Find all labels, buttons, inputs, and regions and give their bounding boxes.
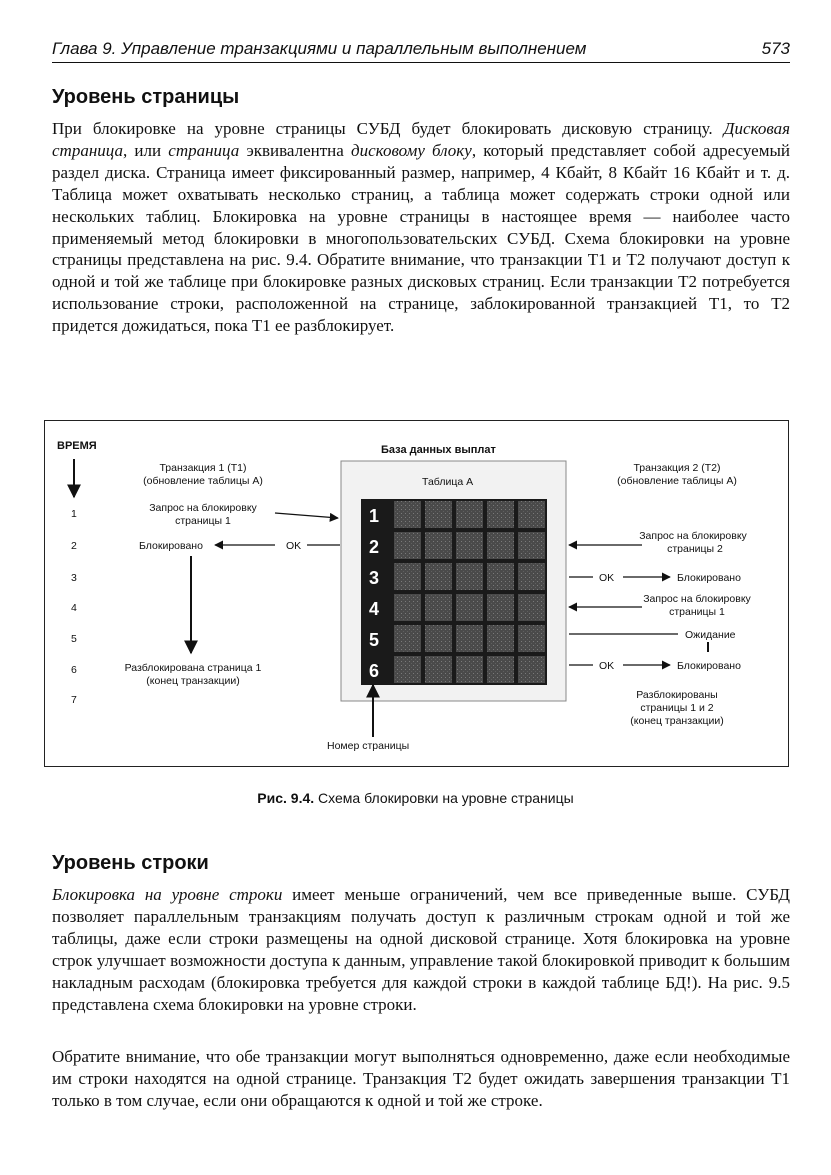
page-number-cell: 4 [369, 599, 380, 619]
table-cell [425, 625, 452, 652]
table-cell [487, 563, 514, 590]
running-header [52, 38, 790, 63]
section-heading-page-level: Уровень страницы [52, 86, 240, 108]
t1-unlock-2: (конец транзакции) [146, 675, 240, 687]
paragraph-page-level: При блокировке на уровне страницы СУБД будет блокировать дисковую страницу. Дисковая страница, или страница эквивалентна дисковому блоку, который представляет собой адресуемый раздел диска. Страница имеет фиксированный размер, например, 4 Кбайт, 8 Кбайт 16 Кбайт и т. д. Таблица может охватывать несколько страниц, а таблица может содержать строки одной или нескольких таблиц. Блокировка на уровне страницы в настоящее время — наиболее часто применяемый метод блокировки в многопользовательских СУБД. Схема блокировки на уровне страницы представлена на рис. 9.4. Обратите внимание, что транзакции T1 и T2 получают доступ к одной и той же таблице при блокировке разных дисковых страниц. Если транзакции T2 потребуется использование строки, расположенной на странице, заблокированной транзакцией T1, то T2 придется дожидаться, пока T1 ее разблокирует. [52, 119, 790, 336]
t1-request-2: страницы 1 [175, 515, 231, 527]
figure-caption [0, 790, 831, 806]
t2-locked1: Блокировано [677, 572, 741, 584]
time-tick: 1 [71, 508, 77, 520]
table-cell [487, 594, 514, 621]
t2-wait: Ожидание [685, 629, 736, 641]
t2-request1-2: страницы 1 [669, 606, 725, 618]
table-cell [425, 563, 452, 590]
t1-request-arrow [275, 513, 338, 518]
t2-unlock-2: страницы 1 и 2 [640, 702, 714, 714]
table-cell [425, 594, 452, 621]
table-cell [487, 532, 514, 559]
table-cell [456, 594, 483, 621]
table-cell [456, 563, 483, 590]
table-title: Таблица A [422, 476, 474, 488]
table-cell [394, 501, 421, 528]
table-cell [518, 501, 545, 528]
time-ticks [71, 508, 77, 706]
t1-request-1: Запрос на блокировку [149, 502, 257, 514]
term-disk-page: Дисковая страница [52, 119, 790, 160]
time-tick: 6 [71, 664, 77, 676]
table-grid [361, 499, 547, 685]
t2-request2-2: страницы 2 [667, 543, 723, 555]
table-cell [456, 656, 483, 683]
time-tick: 3 [71, 572, 77, 584]
table-cell [394, 594, 421, 621]
table-cell [425, 532, 452, 559]
table-cell [518, 594, 545, 621]
paragraph-row-level-1: Блокировка на уровне строки имеет меньше ограничений, чем все приведенные выше. СУБД позволяет параллельным транзакциям получать доступ к различным строкам одной и той же таблицы, даже если строки размещены на одной дисковой странице. Хотя блокировка на уровне строк улучшает возможности доступа к данным, управление такой блокировкой приводит к большим накладным расходам (блокировка требуется для каждой строки в каждой таблице БД!). На рис. 9.5 представлена схема блокировки на уровне строки. [52, 885, 790, 1014]
t2-locked2: Блокировано [677, 660, 741, 672]
diagram-svg [45, 421, 790, 768]
t1-unlock-1: Разблокирована страница 1 [124, 662, 262, 674]
table-cell [394, 532, 421, 559]
table-cell [456, 532, 483, 559]
page-number: 573 [761, 39, 790, 58]
page-number-cell: 3 [369, 568, 380, 588]
table-cell [394, 563, 421, 590]
page-number-cell: 5 [369, 630, 380, 650]
t1-ok: OK [286, 540, 302, 552]
table-cell [487, 656, 514, 683]
section-heading-row-level: Уровень строки [52, 852, 209, 874]
page-number-cell: 2 [369, 537, 380, 557]
t2-title-2: (обновление таблицы A) [617, 475, 737, 487]
term-disk-block: дисковому блоку [351, 140, 472, 160]
term-row-lock: Блокировка на уровне строки [52, 885, 283, 904]
table-cell [518, 532, 545, 559]
term-page: страница [168, 140, 240, 160]
db-title: База данных выплат [381, 444, 496, 456]
page-number-label: Номер страницы [327, 740, 410, 752]
table-cell [518, 563, 545, 590]
time-tick: 7 [71, 694, 77, 706]
table-cell [425, 656, 452, 683]
table-cell [518, 625, 545, 652]
table-cell [518, 656, 545, 683]
t1-title-2: (обновление таблицы A) [143, 475, 263, 487]
t2-unlock-3: (конец транзакции) [630, 715, 724, 727]
time-tick: 2 [71, 540, 77, 552]
time-label: ВРЕМЯ [57, 440, 97, 452]
table-cell [456, 625, 483, 652]
chapter-title: Глава 9. Управление транзакциями и параллельным выполнением [52, 39, 587, 58]
figure-label: Рис. 9.4. [257, 790, 315, 806]
time-tick: 4 [71, 602, 77, 614]
figure-caption-text: Схема блокировки на уровне страницы [314, 790, 574, 806]
table-cell [456, 501, 483, 528]
paragraph-row-level-2: Обратите внимание, что обе транзакции могут выполняться одновременно, даже если необходимые им строки находятся на одной странице. Транзакция T2 будет ожидать завершения транзакции T1 только в том случае, если они обращаются к одной и той же строке. [52, 1047, 790, 1110]
t2-unlock-1: Разблокированы [636, 689, 718, 701]
t2-ok1: OK [599, 572, 615, 584]
table-cell [394, 625, 421, 652]
t2-ok2: OK [599, 660, 615, 672]
t2-request2-1: Запрос на блокировку [639, 530, 747, 542]
table-cell [487, 625, 514, 652]
page-number-cell: 6 [369, 661, 380, 681]
figure-page-lock-diagram [44, 420, 789, 767]
page-number-cell: 1 [369, 506, 380, 526]
t1-locked: Блокировано [139, 540, 203, 552]
t2-title-1: Транзакция 2 (T2) [633, 462, 721, 474]
t2-request1-1: Запрос на блокировку [643, 593, 751, 605]
table-cell [487, 501, 514, 528]
time-tick: 5 [71, 633, 77, 645]
table-cell [425, 501, 452, 528]
t1-title-1: Транзакция 1 (T1) [159, 462, 247, 474]
table-cell [394, 656, 421, 683]
